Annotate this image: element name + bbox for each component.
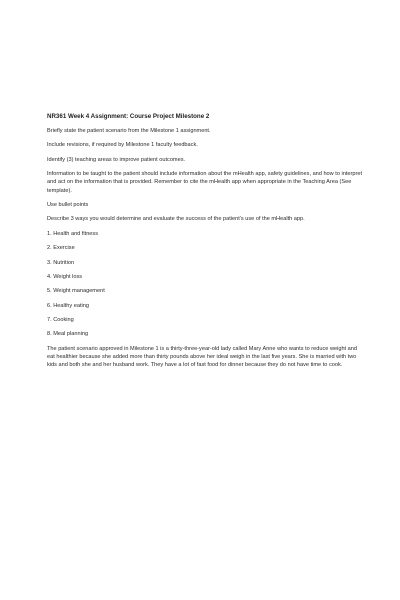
instruction-paragraph: Describe 3 ways you would determine and evaluate the success of the patient’s use of the mHealth app. [47,216,305,223]
patient-scenario-paragraph: The patient scenario approved in Milestone 1 is a thirty-three-year-old lady called Mary Anne who wants to reduce weight and eat healthier because she added more than thirty pounds above her ideal weigh in the last five years. She is married with two kids and both she and her husband work. They have a lot of fast food for dinner because they do not have time to cook. [47,345,357,369]
list-item [47,302,363,310]
instruction-paragraph: Use bullet points [47,201,89,208]
list-item-number: 8. [47,331,52,338]
list-item-text: Exercise [53,245,75,252]
document-body [47,113,363,376]
list-item [47,244,363,252]
list-item-number: 7. [47,317,52,324]
list-item [47,330,363,338]
instruction-paragraph: Briefly state the patient scenario from the Milestone 1 assignment. [47,128,211,134]
list-item-number: 3. [47,259,52,266]
instruction-paragraph: Include revisions, if required by Milestone 1 faculty feedback. [47,142,198,149]
list-item-number: 6. [47,302,52,309]
list-item [47,259,363,267]
instruction-paragraph: Information to be taught to the patient should include information about the mHealth app, safety guidelines, and how to interpret and act on the information that is provided. Remember to cite the mHealth app when appropriate in the Teaching Area (See template). [47,171,363,194]
list-item [47,273,363,281]
document-title: NR361 Week 4 Assignment: Course Project Milestone 2 [47,113,210,120]
list-item-number: 5. [47,288,52,295]
list-item [47,316,363,324]
list-item-text: Meal planning [53,331,89,338]
list-item [47,230,363,238]
list-item-text: Cooking [53,317,74,324]
list-item-text: Nutrition [53,259,75,266]
instruction-paragraph: Identify (3) teaching areas to improve patient outcomes. [47,156,186,163]
list-item-number: 4. [47,273,52,280]
list-item-number: 1. [47,230,52,237]
list-item-number: 2. [47,245,52,252]
list-item-text: Weight management [53,288,105,295]
list-item-text: Weight loss [53,273,83,280]
list-item-text: Health and fitness [53,230,99,237]
numbered-list [47,230,363,339]
list-item [47,287,363,295]
list-item-text: Healthy eating [53,302,89,309]
